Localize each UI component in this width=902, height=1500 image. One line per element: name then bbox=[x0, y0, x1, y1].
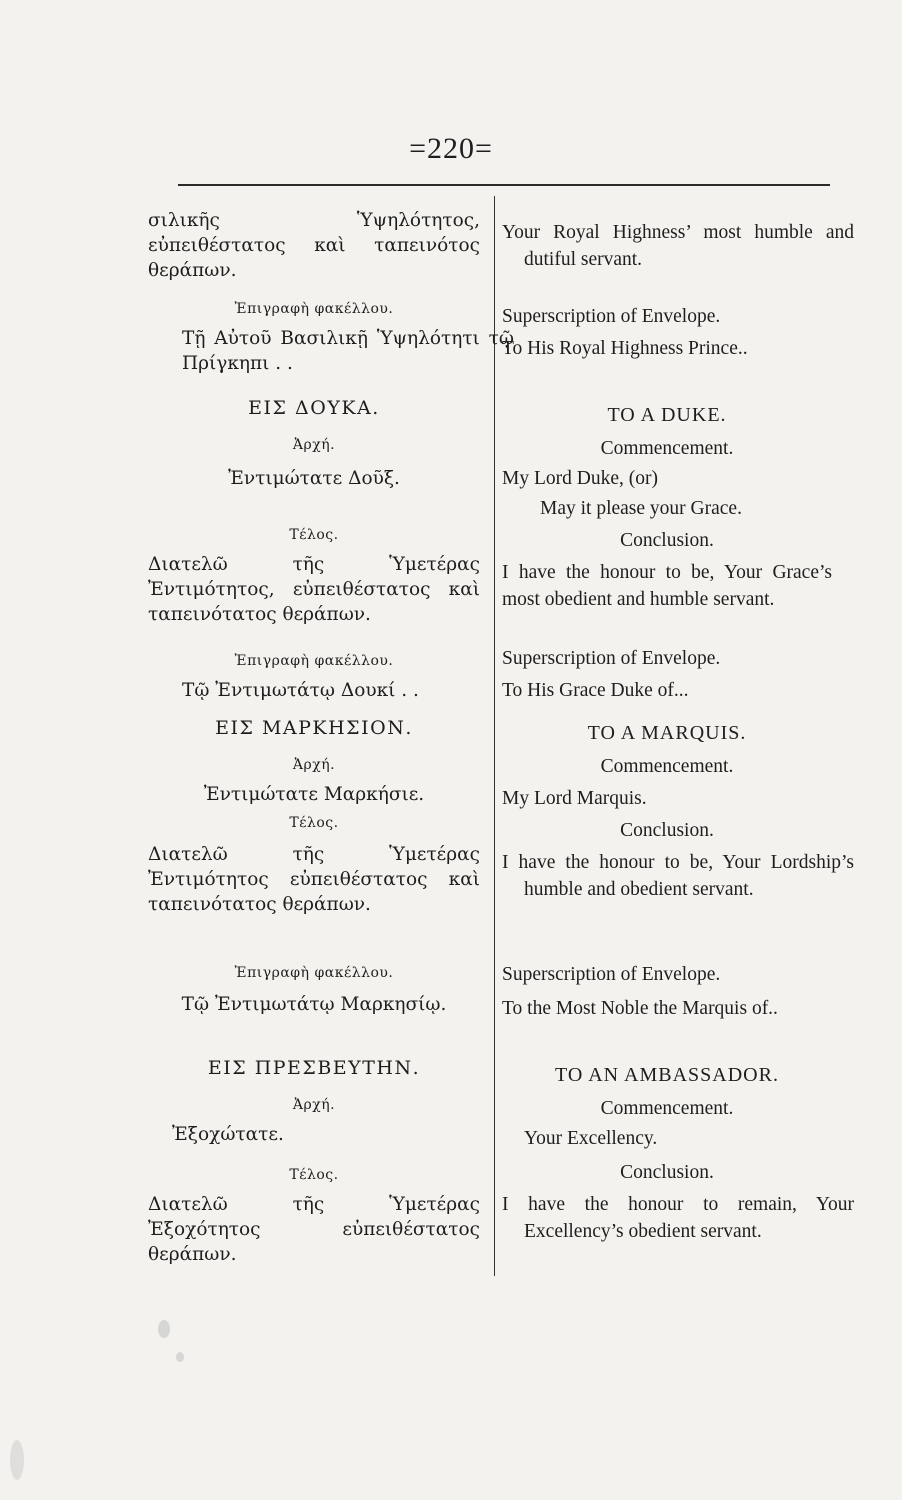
english-heading-ambassador: TO AN AMBASSADOR. bbox=[555, 1064, 779, 1086]
greek-commencement-label: Ἀρχή. bbox=[292, 437, 336, 453]
english-commencement-label-ambassador: Commencement. bbox=[600, 1098, 734, 1119]
scan-smudge bbox=[158, 1320, 170, 1338]
english-marquis-superscription: To the Most Noble the Marquis of.. bbox=[502, 998, 778, 1019]
english-marquis-salutation: My Lord Marquis. bbox=[502, 788, 647, 809]
greek-heading-duke: ΕΙΣ ΔΟΥΚΑ. bbox=[248, 397, 380, 419]
greek-superscription-label: Ἐπιγραφὴ φακέλλου. bbox=[234, 301, 394, 317]
scan-smudge bbox=[176, 1352, 184, 1362]
english-marquis-closing: I have the honour to be, Your Lordship’s humble and obedient servant. bbox=[502, 852, 854, 900]
page-number: =220= bbox=[409, 132, 493, 165]
english-ambassador-salutation: Your Excellency. bbox=[524, 1128, 658, 1149]
english-heading-duke: TO A DUKE. bbox=[607, 404, 727, 426]
greek-superscription-royal: Τῇ Αὐτοῦ Βασιλικῇ Ὑψηλότητι τῷ Πρίγκηπι . . bbox=[182, 328, 514, 375]
greek-duke-superscription: Τῷ Ἐντιμωτάτῳ Δουκί . . bbox=[182, 680, 419, 701]
english-duke-closing: I have the honour to be, Your Grace’s most obedient and humble servant. bbox=[502, 562, 832, 610]
greek-superscription-label-duke: Ἐπιγραφὴ φακέλλου. bbox=[234, 653, 394, 669]
header-rule bbox=[178, 184, 830, 186]
greek-conclusion-label-ambassador: Τέλος. bbox=[289, 1167, 339, 1183]
greek-conclusion-label-marquis: Τέλος. bbox=[289, 815, 339, 831]
greek-heading-marquis: ΕΙΣ ΜΑΡΚΗΣΙΟΝ. bbox=[215, 717, 413, 739]
english-conclusion-label: Conclusion. bbox=[620, 530, 714, 551]
greek-duke-closing: Διατελῶ τῆς Ὑμετέρας Ἐντιμότητος, εὐπειθέστατος καὶ ταπεινότατος θεράπων. bbox=[148, 554, 480, 626]
greek-ambassador-salutation: Ἐξοχώτατε. bbox=[172, 1124, 284, 1145]
greek-closing-royal: σιλικῆς Ὑψηλότητος, εὐπειθέστατος καὶ ταπεινότος θεράπων. bbox=[148, 210, 480, 282]
greek-commencement-label-ambassador: Ἀρχή. bbox=[292, 1097, 336, 1113]
greek-marquis-salutation: Ἐντιμώτατε Μαρκήσιε. bbox=[203, 784, 425, 805]
english-superscription-label-duke: Superscription of Envelope. bbox=[502, 648, 721, 669]
greek-marquis-closing: Διατελῶ τῆς Ὑμετέρας Ἐντιμότητος εὐπειθέστατος καὶ ταπεινότατος θεράπων. bbox=[148, 844, 480, 916]
english-ambassador-closing: I have the honour to remain, Your Excellency’s obedient servant. bbox=[502, 1194, 854, 1242]
greek-superscription-label-marquis: Ἐπιγραφὴ φακέλλου. bbox=[234, 965, 394, 981]
english-superscription-royal: To His Royal Highness Prince.. bbox=[502, 338, 748, 359]
greek-duke-salutation: Ἐντιμώτατε Δοῦξ. bbox=[228, 468, 400, 489]
english-heading-marquis: TO A MARQUIS. bbox=[587, 722, 747, 744]
scan-smudge bbox=[10, 1440, 24, 1480]
english-commencement-label: Commencement. bbox=[600, 438, 734, 459]
english-duke-salutation: My Lord Duke, (or) bbox=[502, 468, 658, 489]
english-duke-salutation-alt: May it please your Grace. bbox=[540, 498, 742, 519]
greek-marquis-superscription: Τῷ Ἐντιμωτάτῳ Μαρκησίῳ. bbox=[181, 994, 447, 1015]
greek-conclusion-label: Τέλος. bbox=[289, 527, 339, 543]
greek-commencement-label-marquis: Ἀρχή. bbox=[292, 757, 336, 773]
greek-heading-ambassador: ΕΙΣ ΠΡΕΣΒΕΥΤΗΝ. bbox=[207, 1057, 421, 1079]
greek-ambassador-closing: Διατελῶ τῆς Ὑμετέρας Ἐξοχότητος εὐπειθέστατος θεράπων. bbox=[148, 1194, 480, 1266]
english-duke-superscription: To His Grace Duke of... bbox=[502, 680, 689, 701]
english-superscription-label: Superscription of Envelope. bbox=[502, 306, 721, 327]
english-superscription-label-marquis: Superscription of Envelope. bbox=[502, 964, 721, 985]
english-conclusion-label-marquis: Conclusion. bbox=[620, 820, 714, 841]
english-conclusion-label-ambassador: Conclusion. bbox=[620, 1162, 714, 1183]
english-closing-royal: Your Royal Highness’ most humble and dutiful servant. bbox=[502, 222, 854, 270]
english-commencement-label-marquis: Commencement. bbox=[600, 756, 734, 777]
